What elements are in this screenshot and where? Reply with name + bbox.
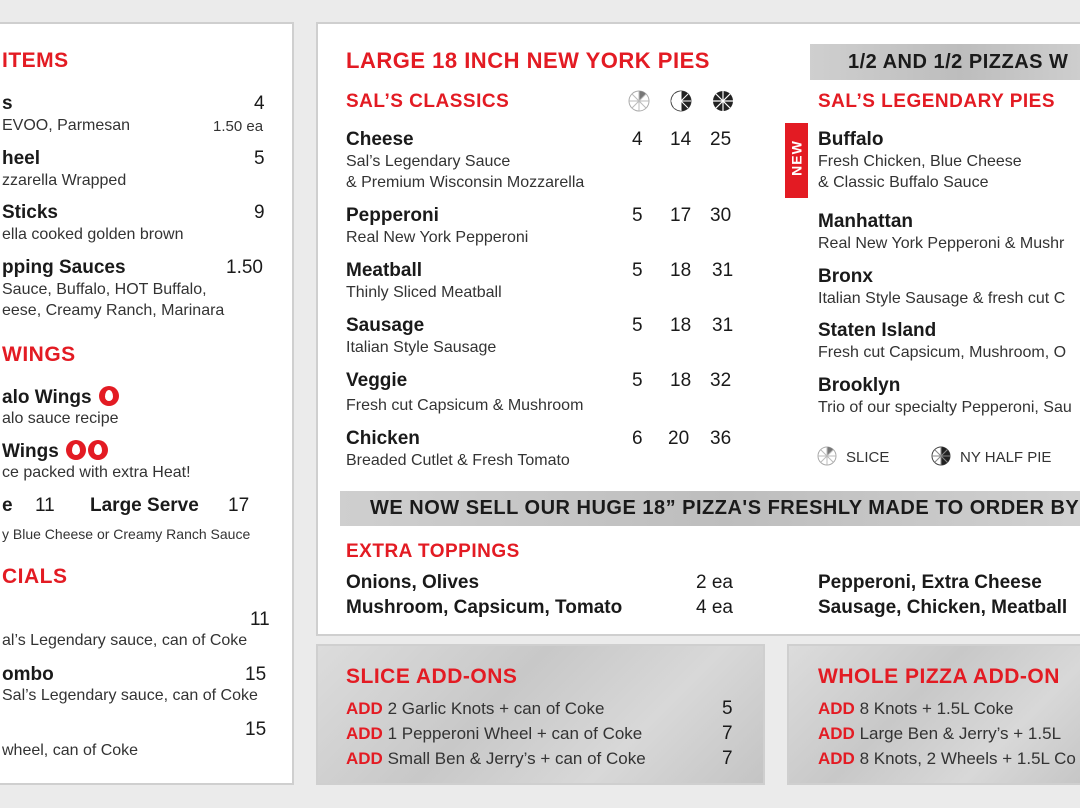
price-whole: 31: [712, 260, 734, 281]
legend-pie-name: Bronx: [818, 266, 873, 287]
half-pie-legend-label: NY HALF PIE: [960, 449, 1052, 466]
whole-addons-heading: WHOLE PIZZA ADD-ON: [818, 665, 1060, 688]
topping-name: Pepperoni, Extra Cheese: [818, 572, 1042, 593]
item-name: heel: [2, 148, 41, 169]
special-desc: Sal’s Legendary sauce, can of Coke: [2, 687, 258, 704]
legend-pie-name: Buffalo: [818, 129, 884, 150]
wings-name: Wings: [2, 440, 108, 463]
item-desc: ella cooked golden brown: [2, 226, 184, 243]
slice-addon-price: 5: [722, 698, 733, 719]
slice-addon-item: ADD Small Ben & Jerry’s + can of Coke: [346, 749, 646, 768]
item-desc: Sauce, Buffalo, HOT Buffalo,: [2, 281, 207, 298]
pie-name: Pepperoni: [346, 205, 439, 226]
now-sell-text: WE NOW SELL OUR HUGE 18” PIZZA'S FRESHLY MADE TO ORDER BY: [370, 497, 1080, 519]
slice-size-icon: [628, 90, 650, 112]
now-sell-band: [340, 491, 1080, 526]
legendary-heading: SAL’S LEGENDARY PIES: [818, 91, 1055, 112]
pie-desc: Italian Style Sausage: [346, 339, 497, 356]
item-desc: zzarella Wrapped: [2, 172, 127, 189]
price-slice: 5: [632, 370, 643, 391]
item-name: s: [2, 93, 13, 114]
half-half-text: 1/2 AND 1/2 PIZZAS W: [848, 51, 1069, 73]
legend-pie-name: Brooklyn: [818, 375, 901, 396]
pie-desc: Real New York Pepperoni: [346, 229, 529, 246]
fire-icon: [66, 440, 86, 460]
toppings-heading: EXTRA TOPPINGS: [346, 541, 520, 562]
price-slice: 5: [632, 260, 643, 281]
pie-name: Cheese: [346, 129, 414, 150]
legend-pie-name: Staten Island: [818, 320, 937, 341]
special-price: 15: [245, 719, 267, 740]
item-price: 9: [254, 202, 265, 223]
pie-desc: Fresh cut Capsicum & Mushroom: [346, 397, 584, 414]
item-name: Sticks: [2, 202, 58, 223]
price-whole: 31: [712, 315, 734, 336]
pies-title: LARGE 18 INCH NEW YORK PIES: [346, 48, 710, 73]
pie-name: Meatball: [346, 260, 423, 281]
item-price: 1.50: [226, 257, 263, 278]
whole-addons-panel: [787, 644, 1080, 785]
serve-note: y Blue Cheese or Creamy Ranch Sauce: [2, 526, 251, 542]
pie-desc: & Premium Wisconsin Mozzarella: [346, 174, 585, 191]
whole-addon-item: ADD 8 Knots, 2 Wheels + 1.5L Co: [818, 749, 1076, 768]
price-whole: 25: [710, 129, 732, 150]
classics-heading: SAL’S CLASSICS: [346, 91, 510, 112]
special-name: ombo: [2, 664, 54, 685]
serve-large-price: 17: [228, 495, 250, 516]
item-desc: eese, Creamy Ranch, Marinara: [2, 302, 225, 319]
topping-price: 4 ea: [696, 597, 733, 618]
items-heading: ITEMS: [2, 49, 69, 72]
topping-price: 2 ea: [696, 572, 733, 593]
topping-name: Mushroom, Capsicum, Tomato: [346, 597, 623, 618]
legend-pie-desc: Italian Style Sausage & fresh cut C: [818, 290, 1066, 307]
pie-desc: Breaded Cutlet & Fresh Tomato: [346, 452, 570, 469]
whole-pie-size-icon: [712, 90, 734, 112]
slice-legend-icon: [817, 446, 837, 466]
price-whole: 36: [710, 428, 732, 449]
price-slice: 4: [632, 129, 643, 150]
fire-icon: [99, 386, 119, 406]
slice-addon-item: ADD 1 Pepperoni Wheel + can of Coke: [346, 724, 643, 743]
pie-name: Chicken: [346, 428, 420, 449]
left-menu-panel: [0, 22, 294, 785]
half-pie-legend-icon: [931, 446, 951, 466]
topping-name: Sausage, Chicken, Meatball: [818, 597, 1068, 618]
fire-icon: [88, 440, 108, 460]
half-pie-size-icon: [670, 90, 692, 112]
legend-pie-desc: Fresh cut Capsicum, Mushroom, O: [818, 344, 1067, 361]
slice-addon-item: ADD 2 Garlic Knots + can of Coke: [346, 699, 605, 718]
special-price: 15: [245, 664, 267, 685]
whole-addon-item: ADD 8 Knots + 1.5L Coke: [818, 699, 1014, 718]
item-desc: EVOO, Parmesan: [2, 117, 131, 134]
pie-name: Sausage: [346, 315, 425, 336]
legend-pie-desc: Trio of our specialty Pepperoni, Sau: [818, 399, 1072, 416]
whole-addon-item: ADD Large Ben & Jerry’s + 1.5L: [818, 724, 1062, 743]
item-name: pping Sauces: [2, 257, 126, 278]
legend-pie-desc: Fresh Chicken, Blue Cheese: [818, 153, 1022, 170]
item-price: 4: [254, 93, 265, 114]
half-half-band: [810, 44, 1080, 80]
item-price: 5: [254, 148, 265, 169]
serve-large-label: Large Serve: [90, 495, 199, 516]
slice-legend-label: SLICE: [846, 449, 890, 466]
price-half: 18: [670, 260, 692, 281]
wings-heading: WINGS: [2, 343, 76, 366]
serve-small-price: 11: [35, 495, 55, 516]
legend-pie-desc: & Classic Buffalo Sauce: [818, 174, 989, 191]
price-half: 18: [670, 370, 692, 391]
wings-name: alo Wings: [2, 386, 119, 409]
item-extra: 1.50 ea: [213, 118, 264, 135]
specials-heading: CIALS: [2, 565, 68, 588]
pie-desc: Thinly Sliced Meatball: [346, 284, 502, 301]
slice-addon-price: 7: [722, 723, 733, 744]
new-badge-label: NEW: [788, 140, 805, 176]
price-whole: 30: [710, 205, 732, 226]
price-slice: 5: [632, 315, 643, 336]
price-slice: 6: [632, 428, 643, 449]
legend-pie-desc: Real New York Pepperoni & Mushr: [818, 235, 1065, 252]
price-slice: 5: [632, 205, 643, 226]
slice-addon-price: 7: [722, 748, 733, 769]
price-half: 20: [668, 428, 690, 449]
new-badge: [785, 123, 808, 198]
price-half: 14: [670, 129, 692, 150]
legend-pie-name: Manhattan: [818, 211, 913, 232]
slice-addons-panel: [316, 644, 765, 785]
special-price: 11: [250, 609, 270, 630]
price-half: 18: [670, 315, 692, 336]
pie-desc: Sal’s Legendary Sauce: [346, 153, 511, 170]
special-desc: wheel, can of Coke: [2, 742, 139, 759]
price-half: 17: [670, 205, 692, 226]
topping-name: Onions, Olives: [346, 572, 480, 593]
pie-name: Veggie: [346, 370, 408, 391]
special-desc: al’s Legendary sauce, can of Coke: [2, 632, 248, 649]
slice-addons-heading: SLICE ADD-ONS: [346, 665, 518, 688]
wings-desc: alo sauce recipe: [2, 410, 119, 427]
price-whole: 32: [710, 370, 732, 391]
serve-small-label: e: [2, 495, 13, 516]
wings-desc: ce packed with extra Heat!: [2, 464, 191, 481]
